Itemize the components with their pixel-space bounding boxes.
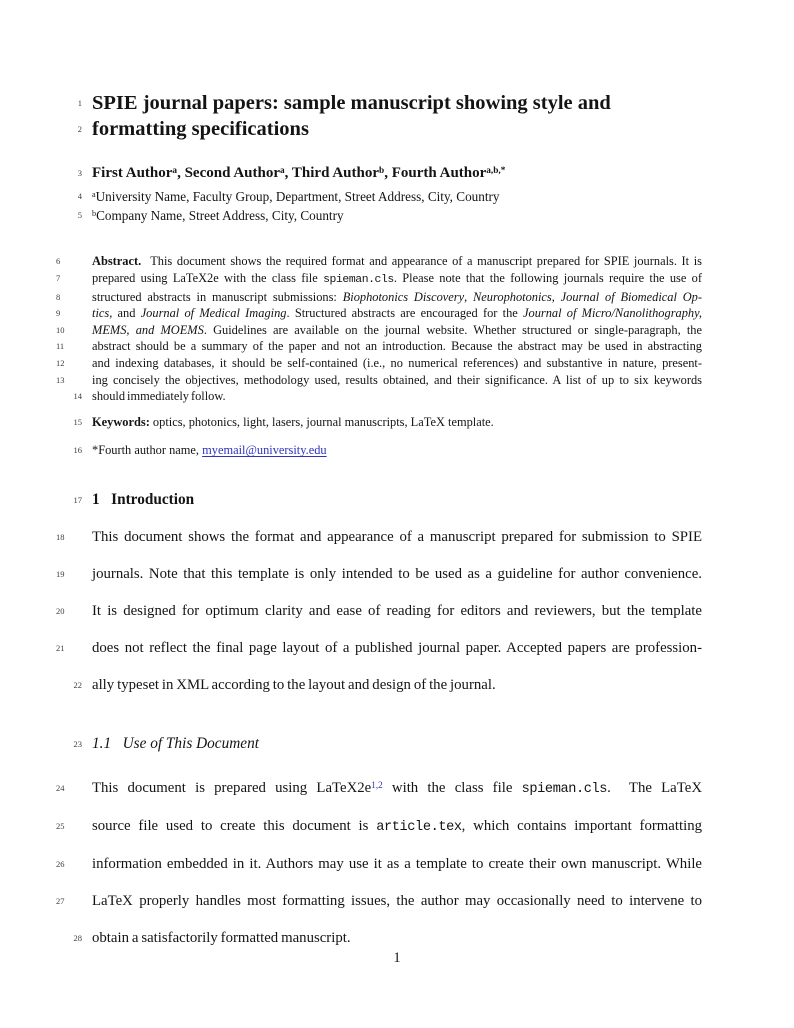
- manuscript-body: [56, 90, 703, 957]
- line-number: 17: [73, 494, 82, 505]
- line-number: 1: [77, 98, 82, 108]
- text-run: prepared using LaTeX2e with the class file: [92, 271, 324, 285]
- text-run: Journal of Biomedical Op-: [560, 289, 702, 304]
- abstract: [56, 253, 703, 404]
- keywords: [73, 414, 702, 431]
- doc-line-7: [56, 270, 702, 289]
- line-number: 23: [73, 738, 82, 749]
- line-number: 27: [56, 895, 65, 906]
- text-run: Company Name, Street Address, City, Country: [96, 208, 344, 224]
- doc-line-9: [56, 305, 703, 322]
- line-number: 9: [56, 308, 61, 319]
- line-number: 7: [56, 273, 61, 283]
- text-run: obtain a satisfactorily formatted manuscript.: [92, 929, 351, 946]
- line-number: 8: [56, 291, 61, 302]
- text-run: b: [92, 209, 97, 219]
- text-run: . Structured abstracts are encouraged for the: [286, 306, 524, 321]
- text-run: . The LaTeX: [607, 779, 702, 796]
- text-run: and indexing databases, it should be self-contained (i.e., no numerical references) and substantive in nature, present-: [92, 355, 702, 370]
- line-number: 28: [73, 932, 82, 943]
- text-run: should immediately follow.: [92, 389, 226, 404]
- text-run: source file used to create this document is: [92, 817, 377, 834]
- text-run: b: [379, 165, 385, 176]
- doc-line-5: [77, 207, 702, 226]
- line-number: 26: [56, 858, 65, 869]
- line-number: 24: [56, 782, 65, 793]
- text-run: Journal of Medical Imaging: [140, 306, 287, 321]
- text-run: It is designed for optimum clarity and ease of reading for editors and reviewers, but the template: [92, 602, 702, 619]
- doc-line-24: [56, 770, 702, 808]
- doc-line-10: [56, 322, 702, 339]
- text-run: Keywords:: [92, 414, 150, 429]
- line-number: 25: [56, 820, 65, 831]
- text-run: journals. Note that this template is only intended to be used as a guideline for author convenience.: [92, 565, 702, 582]
- doc-line-17: [73, 490, 702, 510]
- text-run: spieman.cls: [521, 781, 608, 797]
- text-run: formatting specifications: [92, 118, 309, 140]
- text-run: article.tex: [376, 819, 462, 835]
- text-run: This document is prepared using LaTeX2e: [92, 779, 372, 796]
- text-run: 1.1 Use of This Document: [92, 734, 259, 752]
- text-run: ,: [551, 289, 561, 304]
- text-run: a: [280, 165, 285, 176]
- text-run: . Guidelines are available on the journal website. Whether structured or single-paragraph, the: [203, 322, 702, 337]
- line-number: 22: [73, 679, 82, 690]
- line-number: 20: [56, 605, 65, 616]
- doc-line-18: [56, 519, 702, 556]
- text-run: Third Author: [291, 165, 380, 181]
- doc-line-23: [73, 734, 702, 754]
- introduction-paragraph: [56, 519, 702, 704]
- line-number: 6: [56, 256, 61, 267]
- line-number: 21: [56, 642, 65, 653]
- text-run: Neurophotonics: [473, 289, 552, 304]
- text-run: This document shows the format and appearance of a manuscript prepared for submission to SPIE: [92, 528, 702, 545]
- text-run: Abstract.: [92, 254, 142, 269]
- text-run: MEMS, and MOEMS: [92, 322, 204, 337]
- text-run: structured abstracts in manuscript submissions:: [92, 289, 343, 304]
- text-run: does not reflect the final page layout of a published journal paper. Accepted papers are profession-: [92, 639, 702, 656]
- text-run: ,: [464, 289, 474, 304]
- doc-line-12: [56, 355, 702, 372]
- line-number: 5: [77, 210, 82, 221]
- text-run: , and: [109, 306, 141, 321]
- line-number: 19: [56, 568, 65, 579]
- text-run: . Please note that the following journals require the use of: [393, 271, 702, 285]
- text-run: This document shows the required format and appearance of a manuscript prepared for SPIE journals. It is: [141, 254, 702, 269]
- text-run: First Author: [92, 165, 173, 181]
- text-run: ,: [284, 165, 292, 181]
- text-run: a: [92, 190, 96, 200]
- doc-line-25: [56, 808, 702, 846]
- text-run: SPIE journal papers: sample manuscript showing style and: [92, 92, 611, 114]
- line-number: 15: [73, 416, 82, 427]
- text-run: 1 Introduction: [92, 490, 195, 508]
- citation-link[interactable]: 1,2: [371, 779, 383, 790]
- text-run: with the class file: [382, 779, 522, 796]
- text-run: *Fourth author name,: [92, 443, 203, 458]
- doc-line-21: [56, 630, 702, 667]
- text-run: ally typeset in XML according to the layout and design of the journal.: [92, 676, 496, 693]
- text-run: a: [172, 165, 178, 176]
- line-number: 18: [56, 531, 65, 542]
- doc-line-15: [73, 414, 702, 431]
- text-run: ing concisely the objectives, methodology used, results obtained, and their significance. A list of up to six keywords: [92, 372, 702, 387]
- doc-line-11: [56, 338, 702, 355]
- doc-line-8: [56, 289, 702, 306]
- line-number: 3: [77, 168, 82, 178]
- doc-line-26: [56, 846, 702, 883]
- doc-line-3: [77, 164, 702, 185]
- section-heading-introduction: [73, 490, 702, 510]
- line-number: 16: [73, 445, 82, 456]
- affiliations: [77, 188, 702, 226]
- doc-line-4: [77, 188, 702, 207]
- doc-line-13: [56, 372, 702, 389]
- email-link[interactable]: myemail@university.edu: [202, 443, 327, 458]
- author-contact: [73, 442, 702, 459]
- line-number: 14: [73, 391, 82, 402]
- text-run: Second Author: [184, 165, 281, 181]
- line-number: 11: [56, 341, 65, 352]
- doc-line-2: [77, 116, 702, 142]
- doc-line-27: [56, 883, 702, 920]
- text-run: tics: [92, 306, 110, 321]
- text-run: University Name, Faculty Group, Department, Street Address, City, Country: [95, 189, 500, 204]
- text-run: abstract should be a summary of the paper and not an introduction. Because the abstract may be used in abstracting: [92, 339, 702, 354]
- paper-title: [77, 90, 702, 142]
- text-run: Journal of Micro/Nanolithography,: [523, 306, 703, 321]
- line-number: 13: [56, 374, 65, 385]
- doc-line-14: [73, 388, 702, 405]
- doc-line-1: [77, 90, 702, 116]
- text-run: optics, photonics, light, lasers, journal manuscripts, LaTeX template.: [149, 414, 494, 429]
- author-list: [77, 164, 702, 185]
- doc-line-22: [73, 667, 702, 704]
- text-run: information embedded in it. Authors may use it as a template to create their own manuscript. While: [92, 855, 702, 872]
- text-run: , which contains important formatting: [461, 817, 702, 834]
- use-of-document-paragraph: [56, 770, 702, 957]
- text-run: Fourth Author: [391, 165, 487, 181]
- doc-line-16: [73, 442, 702, 459]
- text-run: spieman.cls: [323, 274, 394, 286]
- text-run: LaTeX properly handles most formatting issues, the author may occasionally need to intervene to: [92, 892, 702, 909]
- doc-line-19: [56, 556, 702, 593]
- line-number: 2: [77, 124, 82, 134]
- doc-line-20: [56, 593, 702, 630]
- line-number: 12: [56, 357, 65, 368]
- line-number: 10: [56, 324, 65, 335]
- page-number: 1: [393, 950, 401, 966]
- line-number: 4: [77, 191, 82, 201]
- text-run: ,: [177, 165, 185, 181]
- text-run: Biophotonics Discovery: [342, 289, 465, 304]
- text-run: ,: [384, 165, 392, 181]
- doc-line-6: [56, 253, 702, 270]
- text-run: a,b,*: [486, 165, 506, 176]
- subsection-heading-use-of-this-document: [73, 734, 702, 754]
